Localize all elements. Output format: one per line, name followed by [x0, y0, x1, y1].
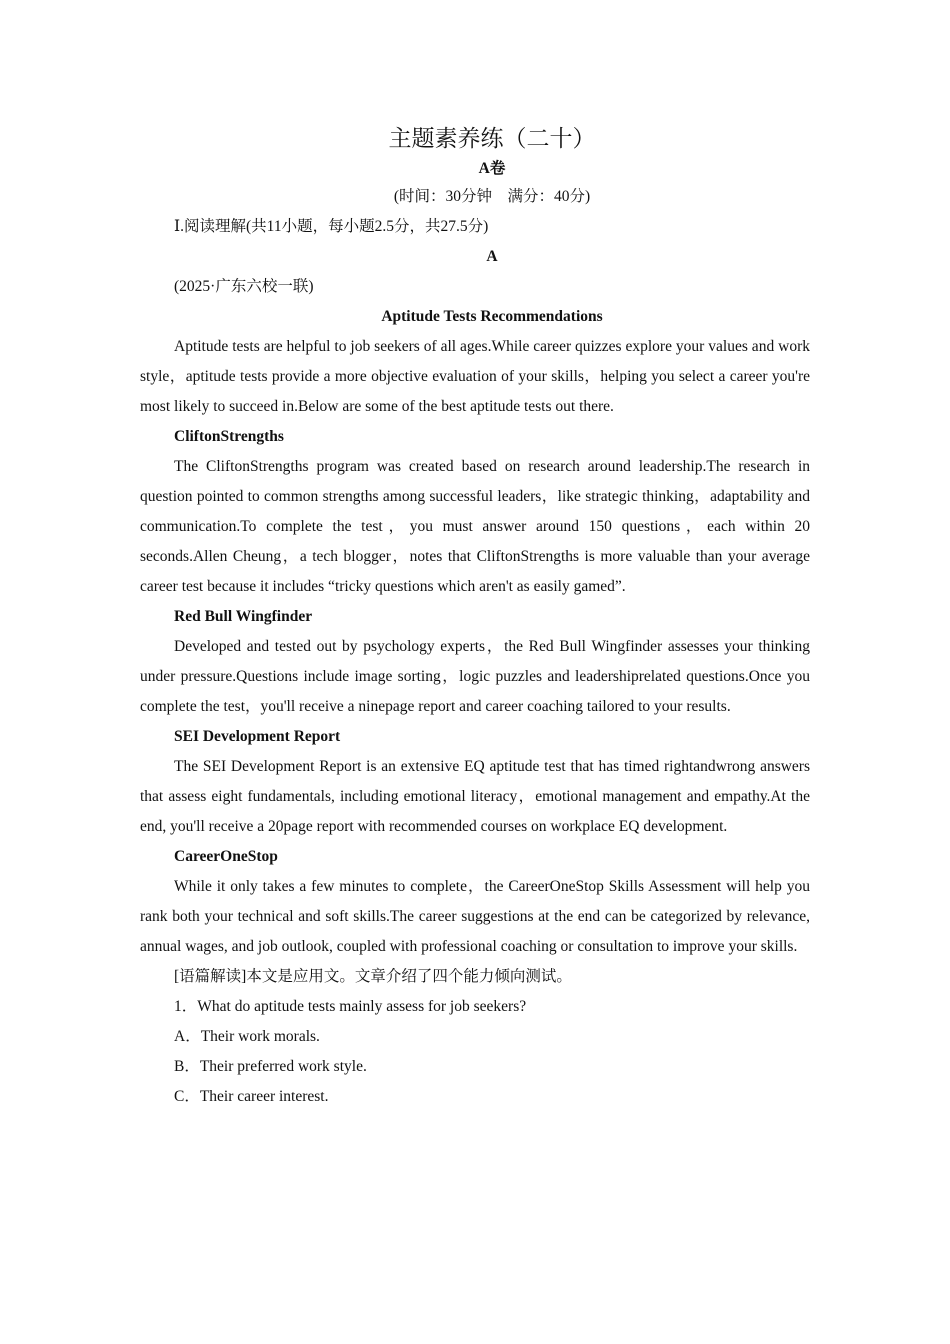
option-b: B．Their preferred work style. [174, 1058, 367, 1075]
question-stem: 1．What do aptitude tests mainly assess for job seekers? [174, 998, 527, 1015]
time-info: (时间：30分钟 满分：40分) [393, 188, 591, 205]
document-content [140, 122, 810, 1112]
test-heading: CliftonStrengths [174, 428, 284, 445]
test-heading: Red Bull Wingfinder [174, 608, 313, 625]
section-info: (共11小题，每小题2.5分，共27.5分) [246, 218, 489, 235]
option-a: A．Their work morals. [174, 1028, 320, 1045]
analysis-text: 本文是应用文。文章介绍了四个能力倾向测试。 [246, 968, 572, 985]
test-heading: CareerOneStop [174, 848, 278, 865]
option-c: C．Their career interest. [174, 1088, 329, 1105]
passage-title: Aptitude Tests Recommendations [381, 308, 603, 325]
passage-letter: A [486, 248, 498, 265]
test-paragraph: While it only takes a few minutes to complete，the CareerOneStop Skills Assessment will help you rank both your technical and soft skills.The career suggestions at the end can be categorized by relevance, annual wages, and job outlook, coupled with professional coaching or consultation to improve your skills. [140, 878, 810, 955]
passage-analysis [140, 962, 810, 992]
passage-intro: Aptitude tests are helpful to job seekers of all ages.While career quizzes explore your values and work style，aptitude tests provide a more objective evaluation of your skills，helping you select a career you're most likely to succeed in.Below are some of the best aptitude tests out there. [140, 338, 810, 415]
section-label: Ⅰ.阅读理解 [174, 218, 246, 235]
page-title: 主题素养练（二十） [388, 126, 596, 151]
section-heading [140, 212, 810, 242]
test-paragraph: Developed and tested out by psychology experts，the Red Bull Wingfinder assesses your thinking under pressure.Questions include image sorting，logic puzzles and leadershiprelated questions.Once you complete the test，you'll receive a ninepage report and career coaching tailored to your results. [140, 638, 810, 715]
test-paragraph: The CliftonStrengths program was created based on research around leadership.The research in question pointed to common strengths among successful leaders，like strategic thinking，adaptability and communication.To complete the test，you must answer around 150 questions，each within 20 seconds.Allen Cheung，a tech blogger，notes that CliftonStrengths is more valuable than your average career test because it includes “tricky questions which aren't as easily gamed”. [140, 458, 810, 595]
test-paragraph: The SEI Development Report is an extensive EQ aptitude test that has timed rightandwrong answers that assess eight fundamentals, including emotional literacy，emotional management and empathy.At the end, you'll receive a 20page report with recommended courses on workplace EQ development. [140, 758, 810, 835]
analysis-label: [语篇解读] [174, 968, 247, 985]
passage-source: (2025·广东六校一联) [174, 278, 314, 295]
volume-label: A卷 [478, 160, 506, 177]
test-heading: SEI Development Report [174, 728, 341, 745]
